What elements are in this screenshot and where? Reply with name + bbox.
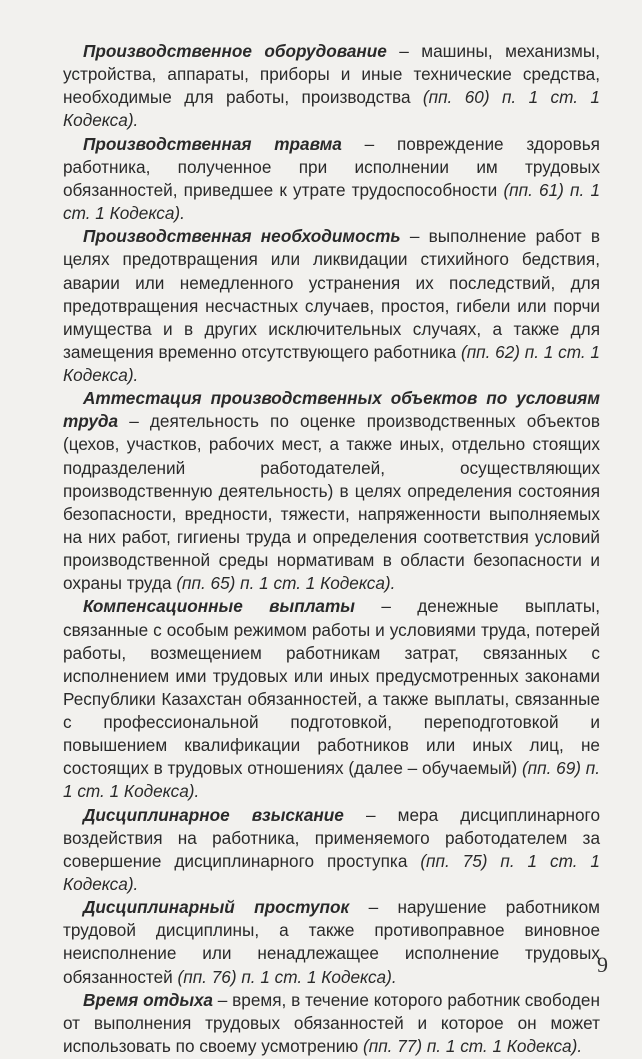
definition-term: Дисциплинарное взыскание	[83, 804, 344, 825]
code-reference: (пп. 77) п. 1 ст. 1 Кодекса).	[363, 1036, 583, 1057]
definition-term: Аттестация производственных объектов по условиям труда	[63, 388, 600, 432]
page-number: 9	[597, 952, 608, 977]
definition-term: Производственная необходимость	[83, 226, 401, 247]
definition-entry	[63, 387, 600, 595]
definition-text: – повреждение здоровья работника, полученное при исполнении им трудовых обязанностей, приведшее к утрате трудоспособности	[63, 133, 600, 200]
definition-text: – денежные выплаты, связанные с особым режимом работы и условиями труда, потерей работы, возмещением работникам затрат, связанных с исполнением ими трудовых или иных предусмотренных законами Республики Казахстан обязанностей, а также выплаты, связанные с профессиональной подготовкой, переподготовкой и повышением квалификации работников или иных лиц, не состоящих в трудовых отношениях (далее – обучаемый)	[63, 596, 600, 779]
definition-entry	[63, 896, 600, 988]
definition-entry	[63, 989, 600, 1058]
definition-entry	[63, 804, 600, 896]
definition-text: – нарушение работником трудовой дисциплины, а также противоправное виновное неисполнение или ненадлежащее исполнение трудовых обязанностей	[63, 897, 600, 987]
definition-entry	[63, 133, 600, 225]
definition-term: Компенсационные выплаты	[83, 596, 355, 617]
code-reference: (пп. 69) п. 1 ст. 1 Кодекса).	[63, 758, 600, 802]
definition-text: – машины, механизмы, устройства, аппараты, приборы и иные технические средства, необходимые для работы, производства	[63, 41, 600, 108]
definition-text: – мера дисциплинарного воздействия на работника, применяемого работодателем за совершение дисциплинарного проступка	[63, 804, 601, 871]
code-reference: (пп. 65) п. 1 ст. 1 Кодекса).	[176, 573, 396, 594]
definition-text: – деятельность по оценке производственных объектов (цехов, участков, рабочих мест, а также иных, отдельно стоящих подразделений работодателей, осуществляющих производственную деятельность) в целях определения состояния безопасности, вредности, тяжести, напряженности выполняемых на них работ, гигиены труда и определения соответствия условий производственной среды нормативам в области безопасности и охраны труда	[63, 411, 600, 594]
definition-entry	[63, 595, 600, 803]
code-reference: (пп. 62) п. 1 ст. 1 Кодекса).	[63, 341, 600, 385]
definition-entry	[63, 225, 600, 387]
definition-text: – выполнение работ в целях предотвращения или ликвидации стихийного бедствия, аварии или немедленного устранения их последствий, для предотвращения несчастных случаев, простоя, гибели или порчи имущества и в других исключительных случаях, а также для замещения временно отсутствующего работника	[63, 226, 600, 362]
code-reference: (пп. 61) п. 1 ст. 1 Кодекса).	[63, 179, 600, 223]
definition-term: Производственное оборудование	[83, 41, 387, 61]
definition-term: Время отдыха	[83, 989, 213, 1010]
code-reference: (пп. 60) п. 1 ст. 1 Кодекса).	[63, 87, 600, 131]
code-reference: (пп. 76) п. 1 ст. 1 Кодекса).	[177, 966, 397, 987]
code-reference: (пп. 75) п. 1 ст. 1 Кодекса).	[63, 850, 600, 894]
definition-term: Производственная травма	[83, 133, 342, 154]
document-page	[63, 40, 600, 1059]
definition-term: Дисциплинарный проступок	[83, 897, 350, 918]
definition-entry	[63, 40, 600, 132]
definition-text: – время, в течение которого работник свободен от выполнения трудовых обязанностей и которое он может использовать по своему усмотрению	[63, 989, 600, 1057]
